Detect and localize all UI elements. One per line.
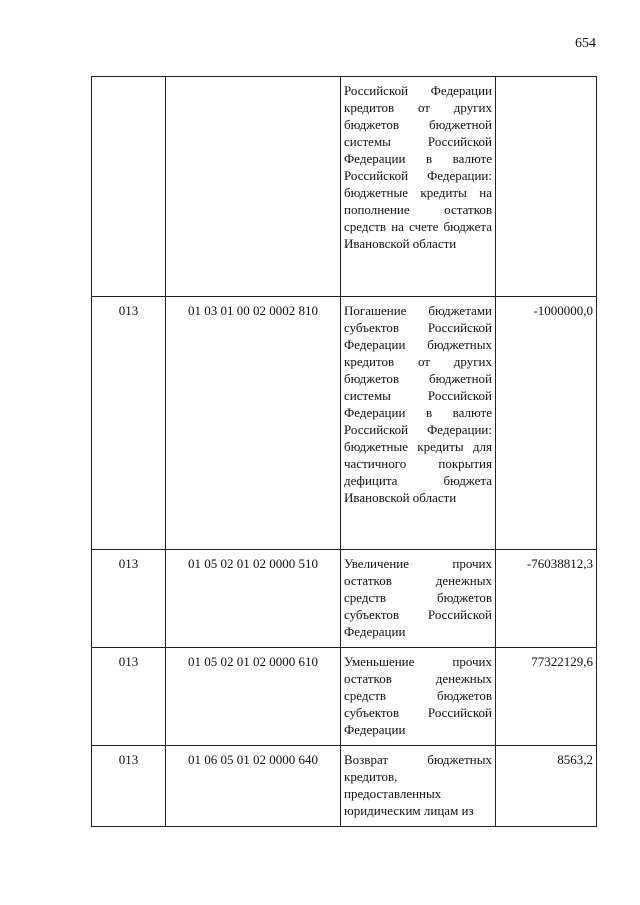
description-cell: Увеличение прочих остатков денежных средств бюджетов субъектов Российской Федерации <box>341 550 496 648</box>
table-row <box>92 648 597 746</box>
classification-code-cell <box>166 77 341 297</box>
classification-code-cell: 01 03 01 00 02 0002 810 <box>166 297 341 550</box>
table-row <box>92 746 597 827</box>
description-cell: Российской Федерации кредитов от других бюджетов бюджетной системы Российской Федерации в валюте Российской Федерации: бюджетные кредиты на пополнение остатков средств на счете бюджета Ивановской области <box>341 77 496 297</box>
budget-sources-table <box>91 76 597 827</box>
table-row <box>92 77 597 297</box>
amount-cell: 8563,2 <box>496 746 597 827</box>
admin-code-cell: 013 <box>92 550 166 648</box>
admin-code-cell: 013 <box>92 746 166 827</box>
classification-code-cell: 01 05 02 01 02 0000 610 <box>166 648 341 746</box>
admin-code-cell <box>92 77 166 297</box>
page-number: 654 <box>575 36 596 51</box>
amount-cell: -76038812,3 <box>496 550 597 648</box>
table-row <box>92 297 597 550</box>
description-cell: Возврат бюджетных кредитов, предоставленных юридическим лицам из <box>341 746 496 827</box>
description-cell: Погашение бюджетами субъектов Российской Федерации бюджетных кредитов от других бюджетов бюджетной системы Российской Федерации в валюте Российской Федерации: бюджетные кредиты для частичного покрытия дефицита бюджета Ивановской области <box>341 297 496 550</box>
amount-cell: 77322129,6 <box>496 648 597 746</box>
table-row <box>92 550 597 648</box>
description-cell: Уменьшение прочих остатков денежных средств бюджетов субъектов Российской Федерации <box>341 648 496 746</box>
admin-code-cell: 013 <box>92 648 166 746</box>
classification-code-cell: 01 05 02 01 02 0000 510 <box>166 550 341 648</box>
classification-code-cell: 01 06 05 01 02 0000 640 <box>166 746 341 827</box>
amount-cell <box>496 77 597 297</box>
admin-code-cell: 013 <box>92 297 166 550</box>
amount-cell: -1000000,0 <box>496 297 597 550</box>
